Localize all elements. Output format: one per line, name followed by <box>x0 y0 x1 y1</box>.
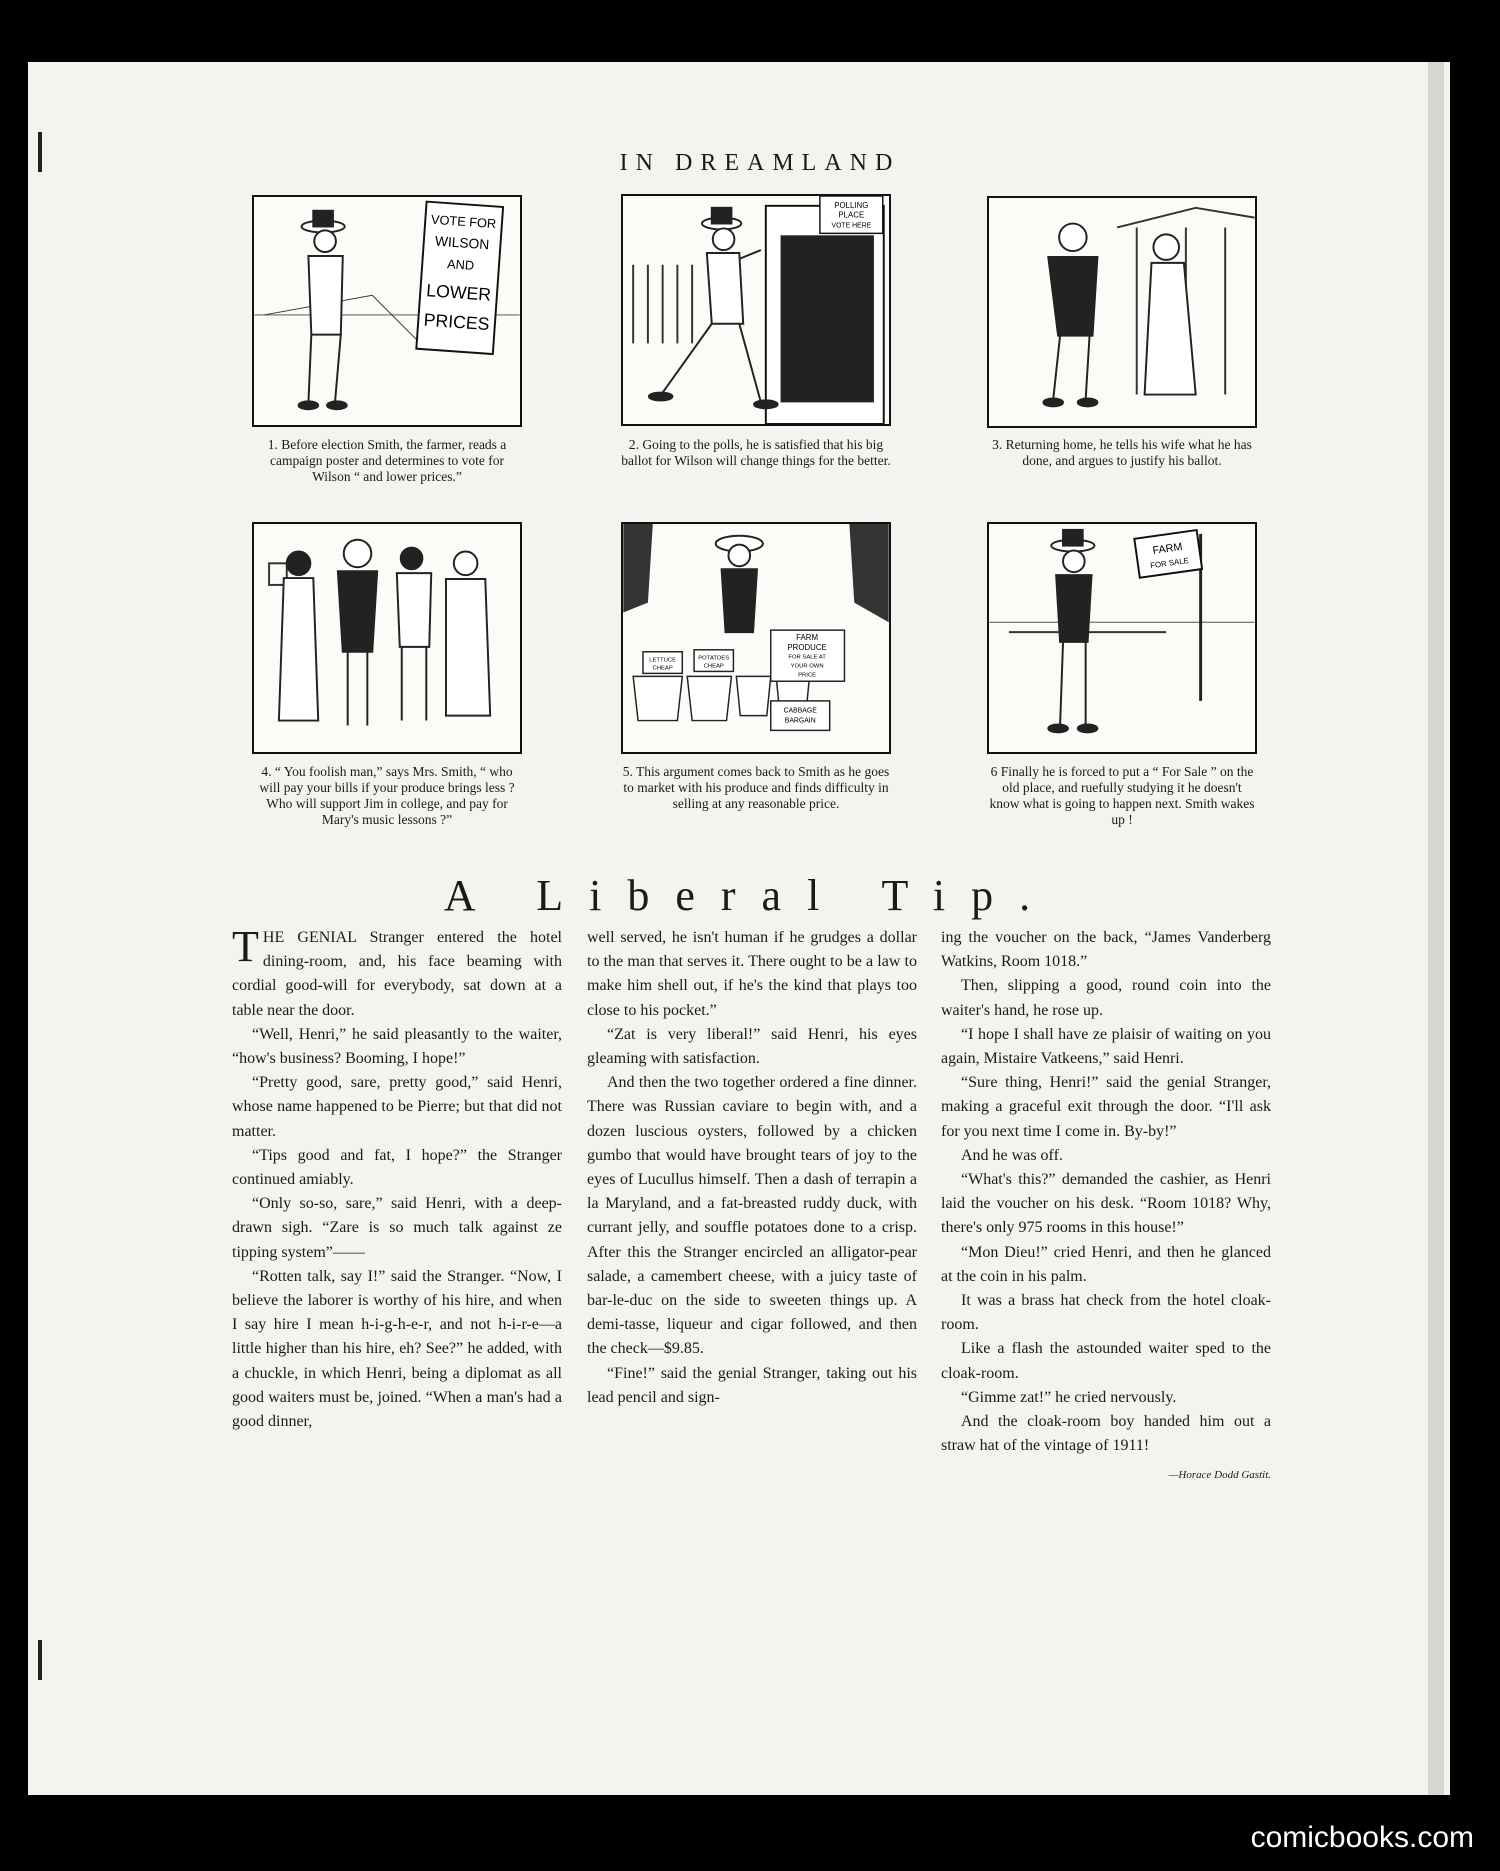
sign-potatoes-1: POTATOES <box>698 655 730 662</box>
panel-6-caption: 6 Finally he is forced to put a “ For Sale ” on the old place, and ruefully studying it he doesn't know what is going to happen next. Smith wakes up ! <box>989 764 1255 827</box>
comic-panel-4 <box>252 522 522 754</box>
farmer-reading-poster-illustration <box>254 197 520 425</box>
story-paragraph: Then, slipping a good, round coin into the waiter's hand, he rose up. <box>941 977 1271 1019</box>
poster-text-1: VOTE FOR <box>430 211 497 232</box>
paragraph-text: And the cloak-room boy handed him out a straw hat of the vintage of 1911! <box>941 1413 1271 1455</box>
story-paragraph <box>941 1410 1271 1482</box>
story-paragraph: And then the two together ordered a fine dinner. There was Russian caviare to begin with, and a dozen luscious oysters, followed by a chicken gumbo that would have brought tears of joy to the eyes of Lucullus himself. Then a dash of terrapin a la Maryland, and a fat-breasted ruddy duck, with currant jelly, and souffle potatoes done to a crisp. After this the Stranger encircled an alligator-pear salade, a camembert cheese, with a juicy taste of bar-le-duc on the side to sweeten things up. A demi-tasse, liqueur and cigar followed, and then the check—$9.85. <box>587 1074 917 1358</box>
paragraph-text: HE GENIAL Stranger entered the hotel dining-room, and, his face beaming with cordial good-will for everybody, sat down at a table near the door. <box>232 929 562 1019</box>
panel-4-caption: 4. “ You foolish man,” says Mrs. Smith, “ who will pay your bills if your produce brings less ? Who will support Jim in college, and pay for Mary's music lessons ?” <box>259 764 515 827</box>
story-paragraph: “Only so-so, sare,” said Henri, with a deep-drawn sigh. “Zare is so much talk against ze tipping system”—— <box>232 1195 562 1261</box>
story-paragraph: “Mon Dieu!” cried Henri, and then he glanced at the coin in his palm. <box>941 1243 1271 1285</box>
story-column-3 <box>941 926 1271 1488</box>
site-watermark: comicbooks.com <box>1250 1821 1474 1854</box>
poster-text-5: PRICES <box>423 309 491 335</box>
sign-lettuce-1: LETTUCE <box>649 657 677 664</box>
story-paragraph: “Rotten talk, say I!” said the Stranger. “Now, I believe the laborer is worthy of his hire, and when I say hire I mean h-i-g-h-e-r, and not h-i-r-e—a little higher than his hire, eh? See?” he added, with a chuckle, in which Henri, being a diplomat as all good waiters must be, joined. “When a man's had a good dinner, <box>232 1267 562 1431</box>
comic-panel-3 <box>987 196 1257 428</box>
polling-sign-1: POLLING <box>834 200 869 210</box>
farmer-voting-illustration <box>623 196 889 424</box>
sign-potatoes-2: CHEAP <box>703 663 724 670</box>
story-paragraph: “Fine!” said the genial Stranger, taking out his lead pencil and sign- <box>587 1364 917 1406</box>
sign-farm-4: YOUR OWN <box>790 663 824 670</box>
panel-5-caption: 5. This argument comes back to Smith as he goes to market with his produce and finds difficulty in selling at any reasonable price. <box>622 764 890 811</box>
page-header: IN DREAMLAND <box>619 150 901 176</box>
sign-farm-3: FOR SALE AT <box>788 654 826 661</box>
comic-panel-2 <box>621 194 891 426</box>
comic-panel-6 <box>987 522 1257 754</box>
gutter-mark <box>38 1640 42 1680</box>
story-paragraph: Like a flash the astounded waiter sped to the cloak-room. <box>941 1340 1271 1382</box>
sign-farm-5: PRICE <box>798 672 817 679</box>
story-paragraph: “Tips good and fat, I hope?” the Stranger continued amiably. <box>232 1146 562 1189</box>
polling-sign-3: VOTE HERE <box>831 222 872 230</box>
story-paragraph: “Gimme zat!” he cried nervously. <box>961 1388 1177 1406</box>
comic-panel-5 <box>621 522 891 754</box>
farm-for-sale-illustration <box>989 524 1255 752</box>
sign-lettuce-2: CHEAP <box>652 665 673 672</box>
farmer-arguing-with-wife-illustration <box>989 198 1255 426</box>
polling-sign-2: PLACE <box>838 210 865 220</box>
story-paragraph: well served, he isn't human if he grudges a dollar to the man that serves it. There ought to be a law to make him shell out, if he's the kind that plays too close to his pocket.” <box>587 929 917 1019</box>
panel-2-caption: 2. Going to the polls, he is satisfied that his big ballot for Wilson will change things for the better. <box>621 437 891 468</box>
story-paragraph: “Well, Henri,” he said pleasantly to the waiter, “how's business? Booming, I hope!” <box>232 1025 562 1068</box>
drop-cap: T <box>232 922 259 971</box>
story-title: A Liberal Tip. <box>443 871 1057 920</box>
sale-sign-1: FARM <box>1151 540 1184 558</box>
sign-farm-2: PRODUCE <box>787 642 827 652</box>
story-paragraph: “I hope I shall have ze plaisir of waiting on you again, Mistaire Vatkeens,” said Henri. <box>941 1025 1271 1068</box>
sale-sign-2: FOR SALE <box>1149 555 1190 571</box>
story-paragraph: “Sure thing, Henri!” said the genial Stranger, making a graceful exit through the door. “I'll ask for you next time I come in. By-by!” <box>941 1074 1271 1140</box>
story-paragraph: ing the voucher on the back, “James Vanderberg Watkins, Room 1018.” <box>941 929 1271 971</box>
poster-text-3: AND <box>446 256 475 273</box>
farmer-at-market-illustration <box>623 524 889 752</box>
story-paragraph: “What's this?” demanded the cashier, as Henri laid the voucher on his desk. “Room 1018? Why, there's only 975 rooms in this house!” <box>941 1171 1271 1237</box>
story-paragraph: “Zat is very liberal!” said Henri, his eyes gleaming with satisfaction. <box>587 1025 917 1068</box>
panel-3-caption: 3. Returning home, he tells his wife what he has done, and argues to justify his ballot. <box>992 437 1252 468</box>
sign-cabbage-2: BARGAIN <box>784 717 816 725</box>
story-column-2 <box>587 926 917 1410</box>
story-column-1 <box>232 922 562 1434</box>
byline: —Horace Dodd Gastit. <box>1168 1469 1271 1482</box>
sign-farm-1: FARM <box>796 632 819 642</box>
family-scolding-farmer-illustration <box>254 524 520 752</box>
poster-text-2: WILSON <box>434 233 490 253</box>
story-paragraph: It was a brass hat check from the hotel cloak-room. <box>941 1292 1271 1334</box>
story-paragraph: And he was off. <box>961 1146 1063 1164</box>
comic-panel-1 <box>252 195 522 427</box>
poster-text-4: LOWER <box>425 280 492 305</box>
sign-cabbage-1: CABBAGE <box>783 707 817 715</box>
page-edge <box>1428 62 1444 1795</box>
panel-1-caption: 1. Before election Smith, the farmer, reads a campaign poster and determines to vote for Wilson “ and lower prices.” <box>267 437 507 484</box>
story-paragraph <box>232 922 562 1023</box>
story-paragraph: “Pretty good, sare, pretty good,” said Henri, whose name happened to be Pierre; but that did not matter. <box>232 1074 562 1140</box>
